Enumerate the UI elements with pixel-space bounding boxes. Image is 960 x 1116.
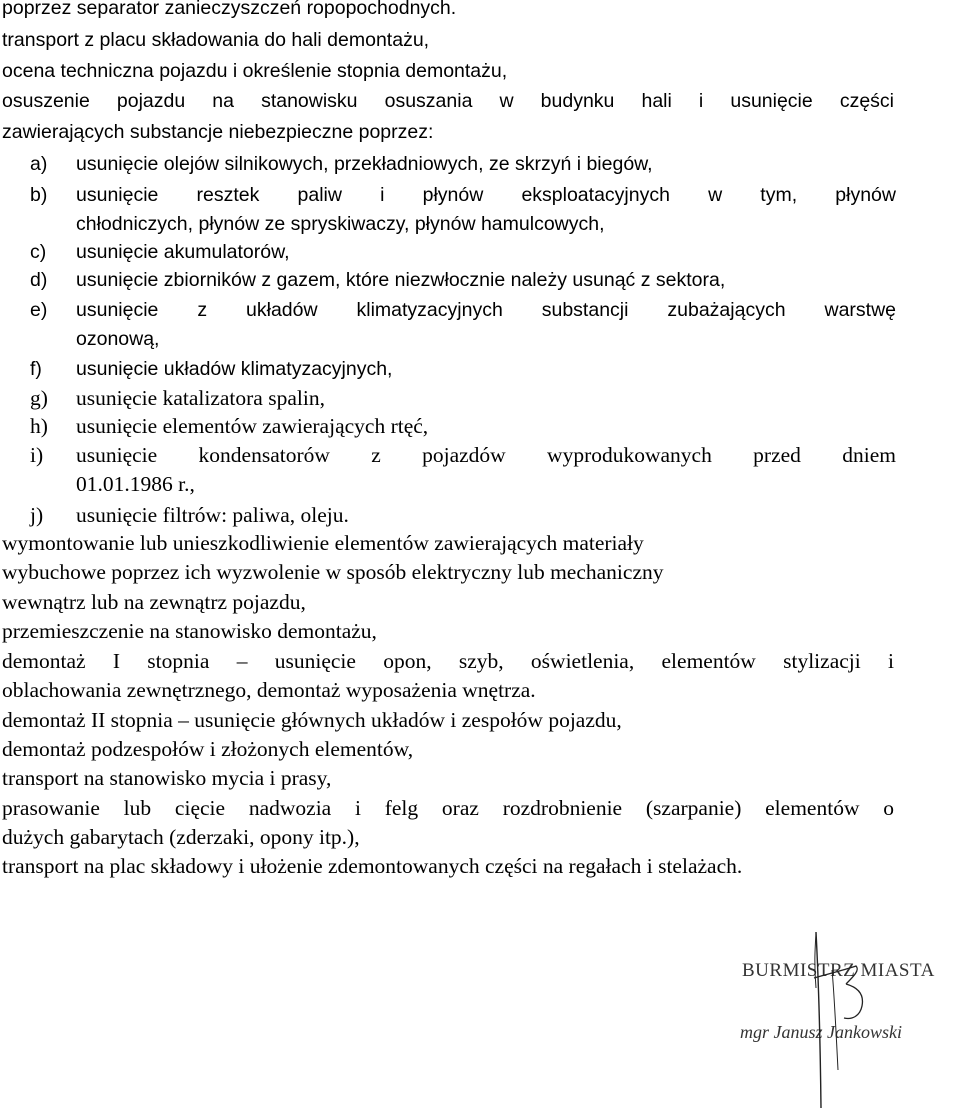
list-item-letter: b) [30,184,48,206]
list-item-continuation: ozonową, [76,328,160,350]
text-line: wybuchowe poprzez ich wyzwolenie w sposób elektryczny lub mechaniczny [2,560,664,584]
text-line: oblachowania zewnętrznego, demontaż wyposażenia wnętrza. [2,678,536,702]
list-item-text: usunięcie olejów silnikowych, przekładniowych, ze skrzyń i biegów, [76,153,653,175]
text-line: demontaż podzespołów i złożonych elementów, [2,737,414,761]
list-item [30,266,725,295]
list-item [30,441,896,470]
list-item [30,238,290,267]
list-item-text: usunięcie katalizatora spalin, [76,386,325,410]
text-line: dużych gabarytach (zderzaki, opony itp.), [2,825,360,849]
stamp-name: mgr Janusz Jankowski [740,1022,902,1042]
list-item-letter: a) [30,153,48,175]
list-item [30,501,349,530]
text-line: osuszenie pojazdu na stanowisku osuszania w budynku hali i usunięcie części [2,90,894,112]
list-item-letter: d) [30,269,48,291]
text-line: zawierających substancje niebezpieczne poprzez: [2,121,434,143]
list-item-letter: h) [30,414,48,438]
text-line: poprzez separator zanieczyszczeń ropopochodnych. [2,0,457,19]
list-item-letter: i) [30,443,44,467]
list-item-letter: g) [30,386,48,410]
list-item-continuation: 01.01.1986 r., [76,472,195,496]
list-item-letter: f) [30,358,42,380]
list-item-text: usunięcie zbiorników z gazem, które niezwłocznie należy usunąć z sektora, [76,269,726,291]
list-item-text: usunięcie układów klimatyzacyjnych, [76,358,393,380]
list-item [30,150,653,179]
list-item [30,296,896,325]
text-line: ocena techniczna pojazdu i określenie stopnia demontażu, [2,60,508,82]
list-item-text: usunięcie z układów klimatyzacyjnych substancji zubażających warstwę [76,299,896,321]
list-item-letter: j) [30,503,44,527]
text-line: transport na plac składowy i ułożenie zdemontowanych części na regałach i stelażach. [2,854,743,878]
handwritten-signature [736,930,958,1110]
list-item-text: usunięcie resztek paliw i płynów eksploatacyjnych w tym, płynów [76,184,896,206]
list-item-letter: e) [30,299,48,321]
list-item-text: usunięcie akumulatorów, [76,241,290,263]
official-stamp [736,930,958,1110]
text-line: transport na stanowisko mycia i prasy, [2,766,332,790]
text-line: prasowanie lub cięcie nadwozia i felg oraz rozdrobnienie (szarpanie) elementów o [2,796,894,820]
list-item-text: usunięcie elementów zawierających rtęć, [76,414,429,438]
text-line: demontaż I stopnia – usunięcie opon, szyb, oświetlenia, elementów stylizacji i [2,649,894,673]
text-line: przemieszczenie na stanowisko demontażu, [2,619,377,643]
list-item-continuation: chłodniczych, płynów ze spryskiwaczy, płynów hamulcowych, [76,213,605,235]
list-item [30,412,428,441]
list-item-text: usunięcie filtrów: paliwa, oleju. [76,503,349,527]
text-line: transport z placu składowania do hali demontażu, [2,29,430,51]
text-line: wewnątrz lub na zewnątrz pojazdu, [2,590,306,614]
list-item-text: usunięcie kondensatorów z pojazdów wyprodukowanych przed dniem [76,443,896,467]
list-item [30,181,896,210]
text-line: demontaż II stopnia – usunięcie głównych układów i zespołów pojazdu, [2,708,622,732]
list-item-letter: c) [30,241,47,263]
text-line: wymontowanie lub unieszkodliwienie elementów zawierających materiały [2,531,644,555]
stamp-title: BURMISTRZ MIASTA [742,960,935,981]
list-item [30,384,325,413]
list-item [30,355,392,384]
